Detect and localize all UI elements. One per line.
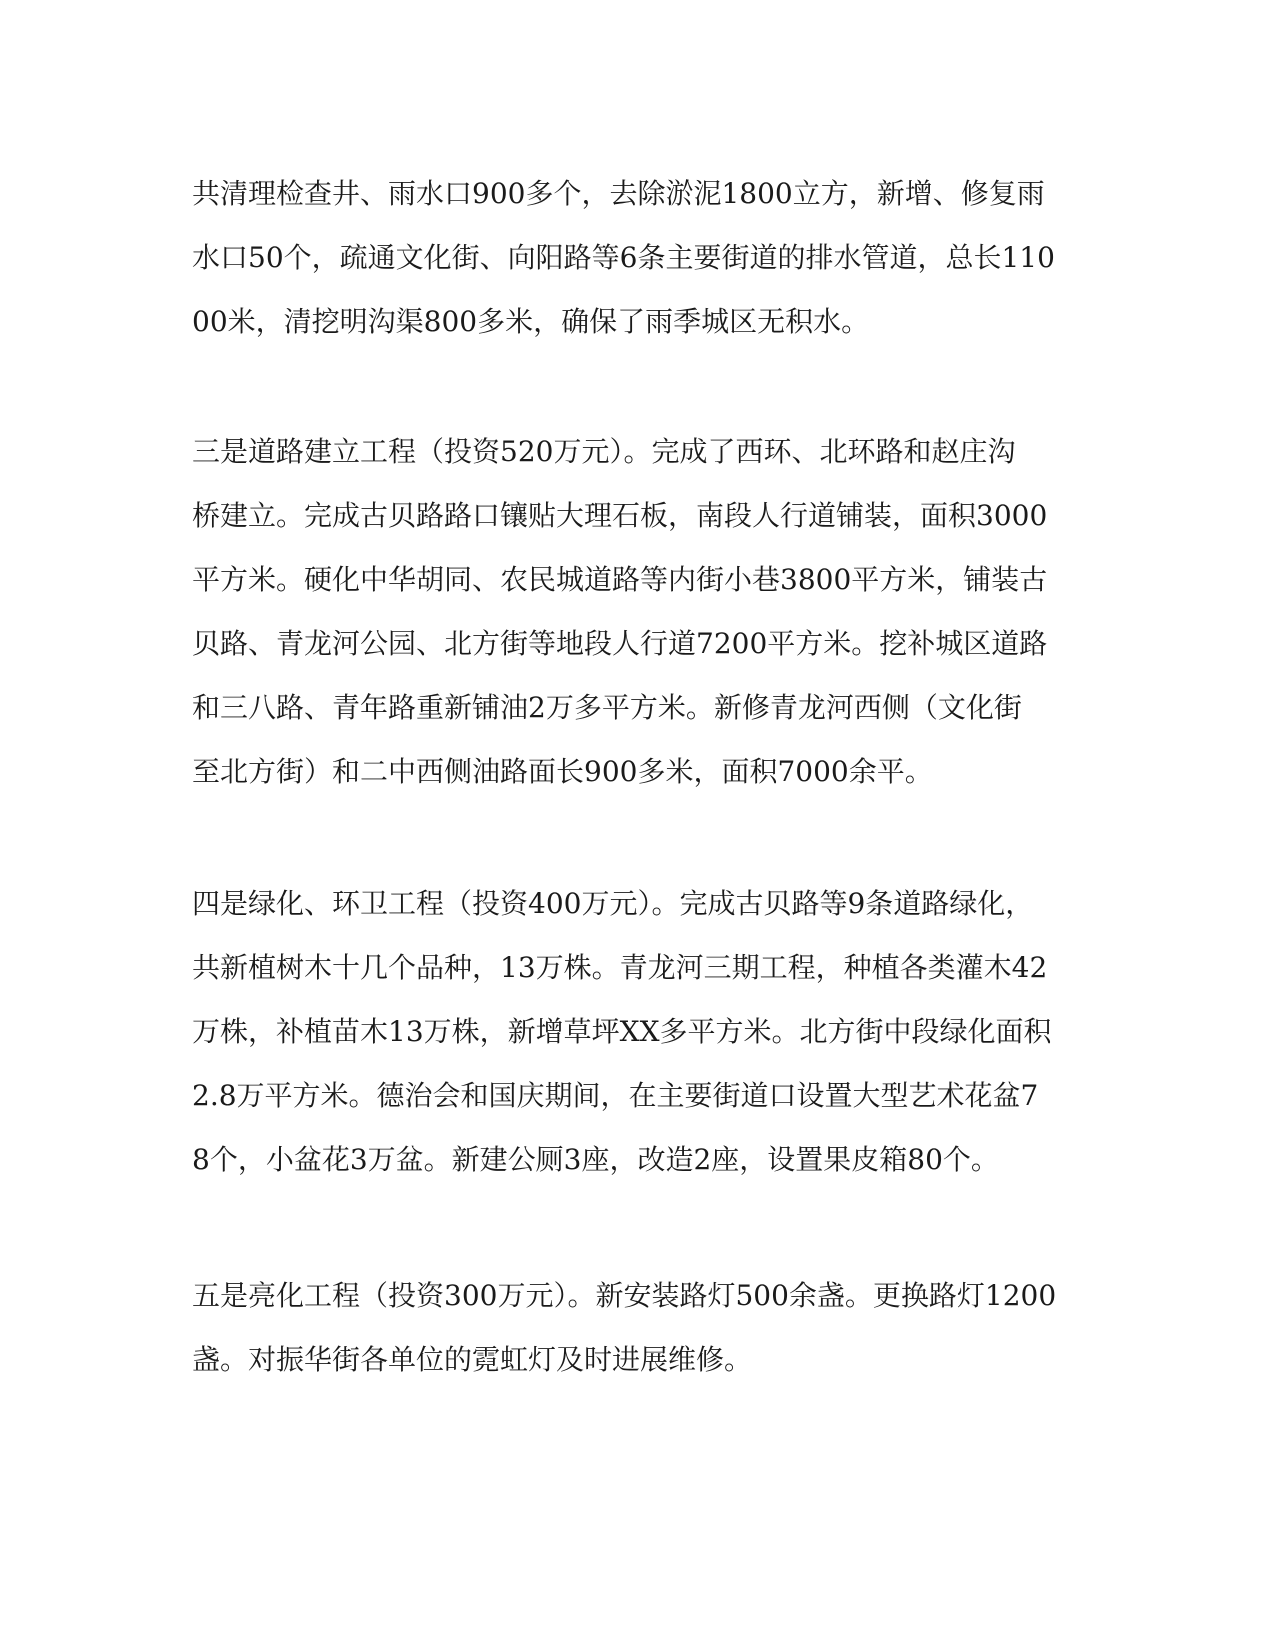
text-line: 盏。对振华街各单位的霓虹灯及时进展维修。 (192, 1343, 753, 1376)
text-line: 四是绿化、环卫工程（投资400万元）。完成古贝路等9条道路绿化， (192, 887, 1034, 920)
text-line: 桥建立。完成古贝路路口镶贴大理石板，南段人行道铺装，面积3000 (192, 499, 1048, 532)
text-line: 和三八路、青年路重新铺油2万多平方米。新修青龙河西侧（文化街 (192, 691, 1022, 724)
text-line: 共清理检查井、雨水口900多个，去除淤泥1800立方，新增、修复雨 (192, 177, 1045, 210)
text-line: 2.8万平方米。德治会和国庆期间，在主要街道口设置大型艺术花盆7 (192, 1079, 1039, 1112)
text-line: 万株，补植苗木13万株，新增草坪XX多平方米。北方街中段绿化面积 (192, 1015, 1052, 1048)
text-line: 共新植树木十几个品种，13万株。青龙河三期工程，种植各类灌木42 (192, 951, 1048, 984)
paragraph-road-construction (192, 420, 1072, 804)
text-line: 00米，清挖明沟渠800多米，确保了雨季城区无积水。 (192, 305, 870, 338)
text-line: 平方米。硬化中华胡同、农民城道路等内街小巷3800平方米，铺装古 (192, 563, 1048, 596)
paragraph-lighting (192, 1264, 1072, 1392)
text-line: 水口50个，疏通文化街、向阳路等6条主要街道的排水管道，总长110 (192, 241, 1055, 274)
paragraph-drainage (192, 162, 1072, 354)
paragraph-greening-sanitation (192, 872, 1072, 1192)
text-line: 三是道路建立工程（投资520万元）。完成了西环、北环路和赵庄沟 (192, 435, 1016, 468)
text-line: 贝路、青龙河公园、北方街等地段人行道7200平方米。挖补城区道路 (192, 627, 1048, 660)
text-line: 8个，小盆花3万盆。新建公厕3座，改造2座，设置果皮箱80个。 (192, 1143, 999, 1176)
text-line: 至北方街）和二中西侧油路面长900多米，面积7000余平。 (192, 755, 933, 788)
text-line: 五是亮化工程（投资300万元）。新安装路灯500余盏。更换路灯1200 (192, 1279, 1057, 1312)
